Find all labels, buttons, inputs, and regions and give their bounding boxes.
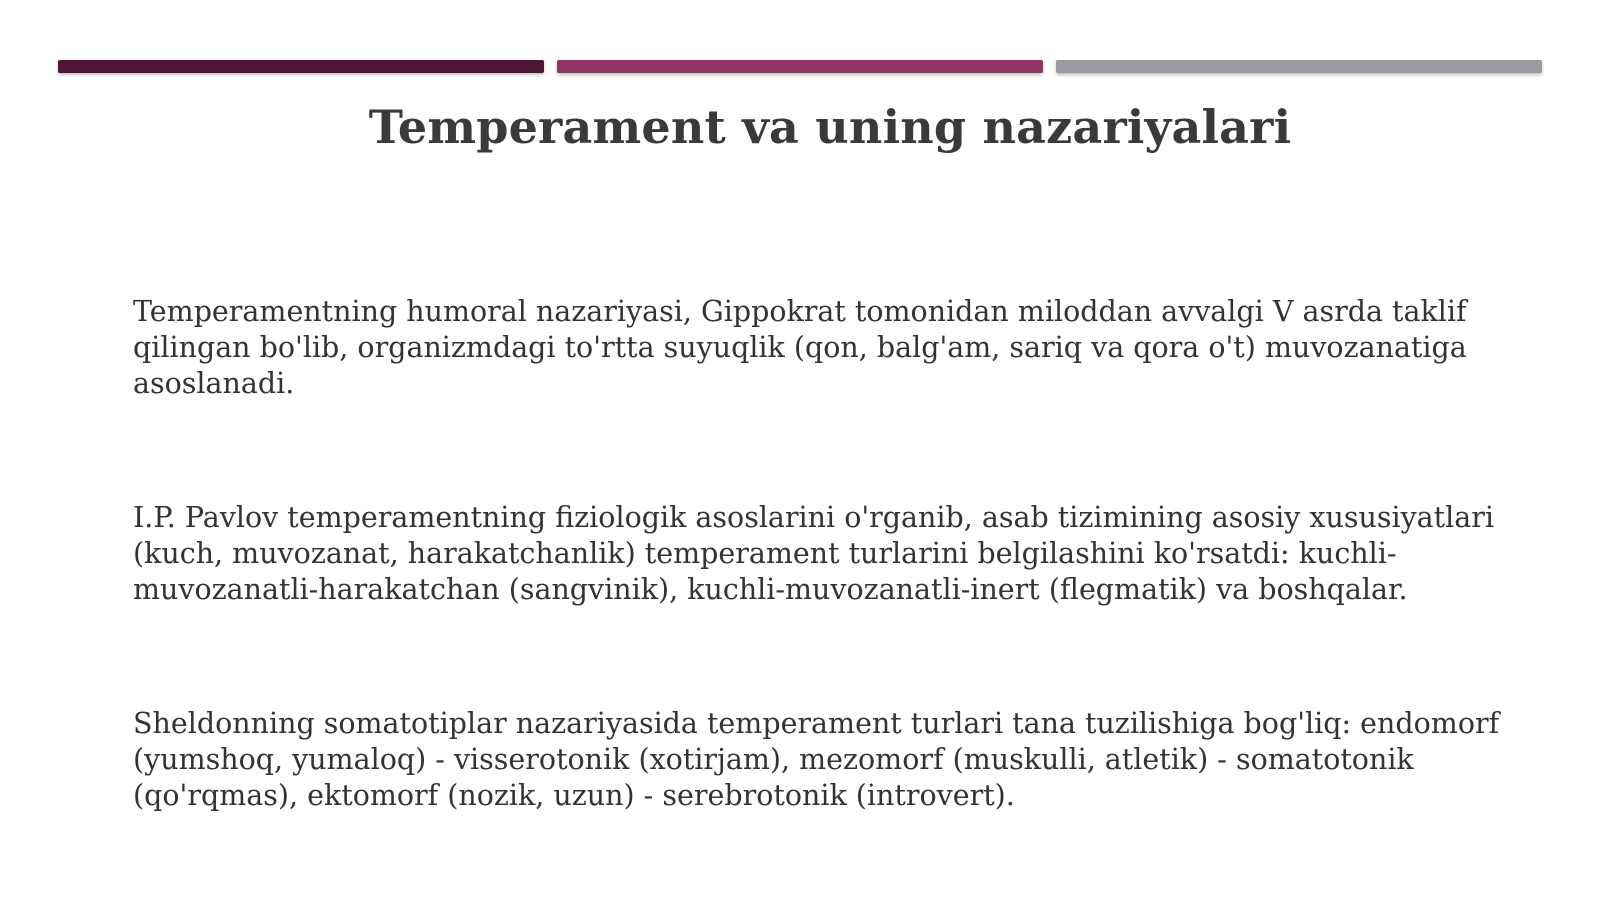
paragraph-humoral-theory: Temperamentning humoral nazariyasi, Gippokrat tomonidan miloddan avvalgi V asrda taklif qilingan bo'lib, organizmdagi to'rtta suyuqlik (qon, balg'am, sariq va qora o't) muvozanatiga asoslanadi. [133,295,1467,400]
accent-bar-right [1056,60,1542,73]
accent-bar-left [58,60,544,73]
accent-bar-middle [557,60,1043,73]
paragraph-pavlov-theory: I.P. Pavlov temperamentning fiziologik asoslarini o'rganib, asab tizimining asosiy xususiyatlari (kuch, muvozanat, harakatchanlik) temperament turlarini belgilashini ko'rsatdi: kuchli-muvozanatli-harakatchan (sangvinik), kuchli-muvozanatli-inert (flegmatik) va boshqalar. [133,501,1494,606]
slide-title: Temperament va uning nazariyalari [368,100,1292,154]
paragraph-sheldon-theory: Sheldonning somatotiplar nazariyasida temperament turlari tana tuzilishiga bog'liq: endomorf (yumshoq, yumaloq) - visserotonik (xotirjam), mezomorf (muskulli, atletik) - somatotonik (qo'rqmas), ektomorf (nozik, uzun) - serebrotonik (introvert). [133,707,1500,812]
